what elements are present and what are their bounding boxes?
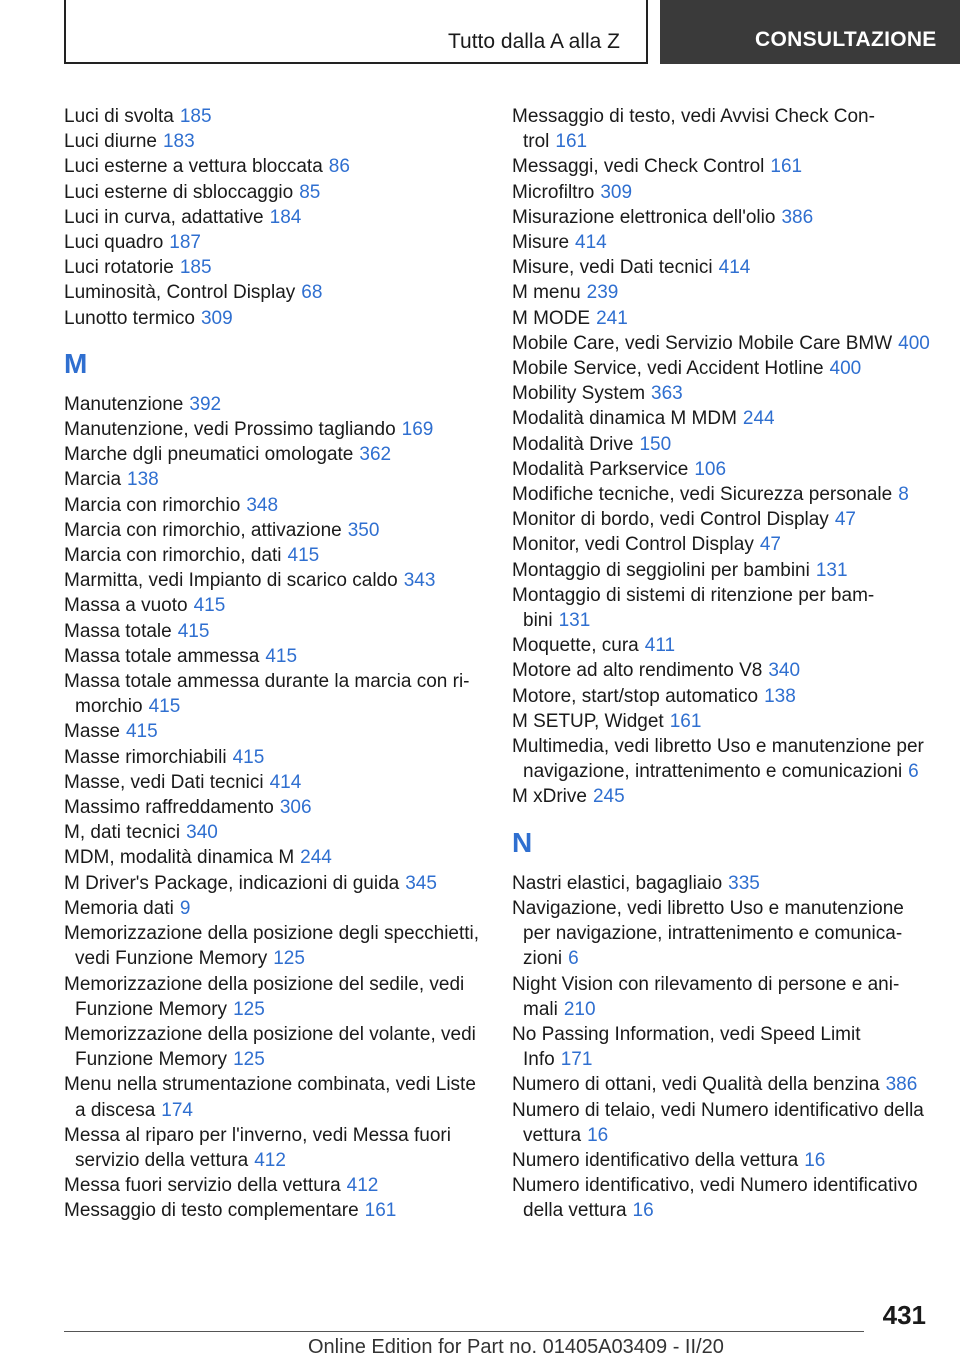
index-entry <box>512 633 932 658</box>
index-entry-term: Memorizzazione della posizione del sedile, vedi Funzione Memory <box>64 973 465 1020</box>
page-number: 431 <box>882 1300 926 1330</box>
index-column-right <box>512 104 932 1224</box>
index-entry <box>64 392 484 417</box>
index-entry-term: Marcia con rimorchio, dati <box>64 545 282 567</box>
index-entry-term: Navigazione, vedi libretto Uso e manutenzione per navigazione, intrattenimento e comunicazioni <box>512 897 904 970</box>
footer-divider <box>64 1331 864 1332</box>
index-page-link[interactable]: 185 <box>179 106 212 127</box>
index-entry <box>64 795 484 820</box>
index-entry-term: Misure, vedi Dati tecnici <box>512 257 713 279</box>
index-entry <box>64 467 484 492</box>
index-entry <box>64 1173 484 1198</box>
index-entry <box>512 658 932 683</box>
header-section-title: Tutto dalla A alla Z <box>448 30 620 53</box>
index-page-link[interactable]: 415 <box>193 595 226 617</box>
index-entry-term: Mobile Service, vedi Accident Hotline <box>512 358 824 380</box>
index-page-link[interactable]: 9 <box>179 897 191 919</box>
index-page-link[interactable]: 183 <box>162 131 195 153</box>
index-entry <box>512 896 932 972</box>
index-page-link[interactable]: 138 <box>127 469 159 491</box>
index-page-link[interactable]: 362 <box>359 444 392 466</box>
index-letter-heading: N <box>512 826 533 858</box>
index-page-link[interactable]: 340 <box>186 822 218 844</box>
index-entry-term: M Driver's Package, indicazioni di guida <box>64 872 400 894</box>
index-page-link[interactable]: 161 <box>770 156 803 178</box>
index-entry <box>64 820 484 845</box>
index-entry <box>512 709 932 734</box>
index-page-link[interactable]: 150 <box>639 433 672 455</box>
index-entry-term: Numero di telaio, vedi Numero identificativo della vettura <box>512 1099 924 1146</box>
index-entry <box>64 593 484 618</box>
index-entry-term: Montaggio di sistemi di ritenzione per bambini <box>512 584 875 632</box>
index-entry-term: Massa totale ammessa durante la marcia con rimorchio <box>64 671 470 718</box>
index-page-link[interactable]: 174 <box>161 1099 193 1121</box>
index-entry <box>512 104 932 154</box>
index-page-link[interactable]: 415 <box>232 746 265 768</box>
index-entry-term: Misure <box>512 232 570 254</box>
index-entry-term: Luci esterne a vettura bloccata <box>64 156 323 178</box>
index-entry-term: Massimo raffreddamento <box>64 797 274 819</box>
index-page-link[interactable]: 138 <box>764 685 796 707</box>
index-entry <box>64 896 484 921</box>
index-page-link[interactable]: 335 <box>728 872 760 894</box>
index-page-link[interactable]: 16 <box>587 1124 609 1146</box>
index-page-link[interactable]: 309 <box>600 181 633 203</box>
index-entry <box>512 205 932 230</box>
index-page-link[interactable]: 415 <box>177 620 210 642</box>
index-entry <box>64 154 484 179</box>
index-page-link[interactable]: 343 <box>403 570 436 592</box>
index-entry <box>512 180 932 205</box>
index-entry <box>64 1022 484 1072</box>
index-entry <box>512 230 932 255</box>
index-entry <box>512 1072 932 1097</box>
index-entry-term: Marcia con rimorchio <box>64 494 241 516</box>
index-entry <box>64 845 484 870</box>
index-entry-term: Marcia <box>64 469 122 491</box>
index-entry-term: Masse rimorchiabili <box>64 746 227 768</box>
index-letter-heading: M <box>64 347 88 379</box>
index-page-link[interactable]: 131 <box>558 610 591 632</box>
index-entry <box>64 180 484 205</box>
index-page-link[interactable]: 241 <box>596 307 628 329</box>
index-page-link[interactable]: 8 <box>898 484 909 506</box>
index-entry-term: Multimedia, vedi libretto Uso e manutenzione per navigazione, intrattenimento e comunicazioni <box>512 736 924 783</box>
index-entry-term: Motore ad alto rendimento V8 <box>512 660 763 682</box>
index-entry <box>64 493 484 518</box>
index-entry-term: Messa fuori servizio della vettura <box>64 1175 341 1197</box>
index-entry-term: Luci esterne di sbloccaggio <box>64 181 294 203</box>
index-entry-term: Modalità dinamica M MDM <box>512 408 737 430</box>
header-section-box <box>64 0 648 64</box>
index-page-link[interactable]: 47 <box>834 509 856 531</box>
index-page-link[interactable]: 412 <box>254 1149 286 1171</box>
index-entry-term: Modalità Drive <box>512 433 634 455</box>
index-page-link[interactable]: 210 <box>563 998 596 1020</box>
index-entry <box>64 306 484 331</box>
index-page-link[interactable]: 414 <box>269 771 302 793</box>
index-page-link[interactable]: 415 <box>125 721 158 743</box>
index-entry <box>64 230 484 255</box>
index-entry <box>64 518 484 543</box>
index-entry <box>64 1072 484 1122</box>
index-page-link[interactable]: 185 <box>179 257 212 279</box>
index-page-link[interactable]: 187 <box>169 232 201 254</box>
header-chapter-tab: CONSULTAZIONE <box>660 0 960 64</box>
index-page-link[interactable]: 85 <box>299 181 321 203</box>
index-entry-term: Numero identificativo della vettura <box>512 1149 799 1171</box>
index-page-link[interactable]: 340 <box>768 660 801 682</box>
index-entry-term: Luci diurne <box>64 131 157 153</box>
index-entry-term: Memorizzazione della posizione del volante, vedi Funzione Memory <box>64 1023 476 1071</box>
index-page-link[interactable]: 245 <box>592 786 625 808</box>
index-entry <box>64 280 484 305</box>
index-entry-term: M MODE <box>512 307 591 329</box>
index-page-link[interactable]: 6 <box>568 948 579 970</box>
index-entry-term: Monitor di bordo, vedi Control Display <box>512 509 829 531</box>
index-entry-term: Modalità Parkservice <box>512 458 689 480</box>
index-entry <box>512 1098 932 1148</box>
index-entry <box>512 154 932 179</box>
index-entry-term: Motore, start/stop automatico <box>512 685 759 707</box>
index-entry-term: Massa totale <box>64 620 172 642</box>
index-entry <box>64 871 484 896</box>
index-entry-term: Misurazione elettronica dell'olio <box>512 206 776 228</box>
index-entry <box>64 619 484 644</box>
index-entry-term: Monitor, vedi Control Display <box>512 534 754 556</box>
index-entry <box>64 543 484 568</box>
index-entry <box>64 745 484 770</box>
index-page-link[interactable]: 345 <box>405 872 437 894</box>
index-page-link[interactable]: 414 <box>718 257 751 279</box>
index-entry <box>64 669 484 719</box>
index-entry <box>512 1173 932 1223</box>
index-page-link[interactable]: 386 <box>885 1074 918 1096</box>
index-page-link[interactable]: 244 <box>742 408 775 430</box>
index-entry-term: Mobile Care, vedi Servizio Mobile Care BMW <box>512 332 893 354</box>
index-entry-term: Nastri elastici, bagagliaio <box>512 872 723 894</box>
index-entry <box>512 406 932 431</box>
index-entry <box>64 921 484 971</box>
index-entry-term: Night Vision con rilevamento di persone e animali <box>512 973 900 1020</box>
index-entry-term: Masse, vedi Dati tecnici <box>64 771 264 793</box>
index-entry <box>512 734 932 784</box>
index-page-link[interactable]: 106 <box>694 458 727 480</box>
index-entry-term: Luci di svolta <box>64 106 174 127</box>
index-entry-term: M xDrive <box>512 786 587 808</box>
index-page-link[interactable]: 161 <box>364 1200 397 1222</box>
index-entry <box>512 871 932 896</box>
index-entry-term: Mobility System <box>512 383 646 405</box>
index-page-link[interactable]: 68 <box>301 282 323 304</box>
index-entry-term: Manutenzione <box>64 393 184 415</box>
index-page-link[interactable]: 350 <box>347 519 380 541</box>
index-entry-term: MDM, modalità dinamica M <box>64 847 295 869</box>
index-page-link[interactable]: 125 <box>233 998 265 1020</box>
index-entry <box>64 417 484 442</box>
index-page-link[interactable]: 414 <box>575 232 607 254</box>
index-entry <box>64 104 484 129</box>
index-page-link[interactable]: 309 <box>200 307 233 329</box>
index-entry-term: Luci in curva, adattative <box>64 206 264 228</box>
index-entry <box>512 784 932 809</box>
index-entry-term: Massa totale ammessa <box>64 645 260 667</box>
index-entry <box>512 432 932 457</box>
index-entry-term: M, dati tecnici <box>64 822 181 844</box>
index-page-link[interactable]: 16 <box>804 1149 826 1171</box>
index-page-link[interactable]: 16 <box>632 1200 654 1222</box>
index-entry <box>512 457 932 482</box>
index-entry-term: Marche dgli pneumatici omologate <box>64 444 354 466</box>
index-entry <box>512 255 932 280</box>
index-page-link[interactable]: 171 <box>560 1049 593 1071</box>
index-page-link[interactable]: 169 <box>401 419 434 441</box>
index-entry <box>64 972 484 1022</box>
index-entry-term: Marmitta, vedi Impianto di scarico caldo <box>64 570 398 592</box>
index-page-link[interactable]: 244 <box>300 847 332 869</box>
index-entry <box>512 684 932 709</box>
footer-edition: Online Edition for Part no. 01405A03409 - II/20 <box>308 1336 724 1358</box>
index-entry-term: Massa a vuoto <box>64 595 188 617</box>
index-entry-term: Menu nella strumentazione combinata, vedi Liste a discesa <box>64 1074 476 1121</box>
index-page-link[interactable]: 400 <box>898 332 930 354</box>
index-entry-term: Luci rotatorie <box>64 257 174 279</box>
index-entry-term: Modifiche tecniche, vedi Sicurezza personale <box>512 484 893 506</box>
index-entry <box>512 972 932 1022</box>
index-entry-term: Montaggio di seggiolini per bambini <box>512 559 810 581</box>
index-entry <box>512 1148 932 1173</box>
index-entry <box>64 255 484 280</box>
index-entry-term: Memorizzazione della posizione degli specchietti, vedi Funzione Memory <box>64 923 480 970</box>
index-entry <box>512 331 932 356</box>
index-entry <box>512 507 932 532</box>
index-entry <box>64 205 484 230</box>
index-page-link[interactable]: 131 <box>815 559 848 581</box>
index-entry-term: M menu <box>512 282 581 304</box>
index-entry-term: Masse <box>64 721 120 743</box>
index-entry <box>64 644 484 669</box>
index-entry-term: Microfiltro <box>512 181 595 203</box>
index-page-link[interactable]: 363 <box>651 383 683 405</box>
index-entry <box>512 558 932 583</box>
index-entry-term: Luminosità, Control Display <box>64 282 296 304</box>
index-entry-term: Lunotto termico <box>64 307 195 329</box>
index-entry <box>64 719 484 744</box>
index-entry <box>512 356 932 381</box>
index-entry <box>64 442 484 467</box>
index-entry-term: Numero identificativo, vedi Numero identificativo della vettura <box>512 1175 918 1222</box>
index-entry <box>512 280 932 305</box>
index-page-link[interactable]: 239 <box>586 282 619 304</box>
index-entry-term: Marcia con rimorchio, attivazione <box>64 519 342 541</box>
index-entry <box>512 532 932 557</box>
index-page-link[interactable]: 412 <box>346 1175 379 1197</box>
index-page-link[interactable]: 415 <box>148 696 181 718</box>
index-entry <box>512 482 932 507</box>
index-page-link[interactable]: 47 <box>759 534 781 556</box>
index-entry <box>512 583 932 633</box>
index-entry-term: Messaggio di testo complementare <box>64 1200 359 1222</box>
index-page-link[interactable]: 386 <box>781 206 814 228</box>
index-entry <box>64 129 484 154</box>
index-page-link[interactable]: 184 <box>269 206 302 228</box>
index-entry <box>64 770 484 795</box>
index-entry <box>512 306 932 331</box>
index-page-link[interactable]: 125 <box>233 1049 265 1071</box>
index-page-link[interactable]: 392 <box>189 393 222 415</box>
index-page-link[interactable]: 161 <box>555 131 588 153</box>
index-entry-term: Messaggio di testo, vedi Avvisi Check Control <box>512 106 875 153</box>
index-page-link[interactable]: 161 <box>669 710 702 732</box>
index-page-link[interactable]: 400 <box>829 358 862 380</box>
index-entry-term: Numero di ottani, vedi Qualità della benzina <box>512 1074 880 1096</box>
index-page-link[interactable]: 411 <box>644 635 676 657</box>
index-entry-term: Memoria dati <box>64 897 174 919</box>
index-entry <box>512 381 932 406</box>
index-entry-term: Messaggi, vedi Check Control <box>512 156 765 178</box>
index-entry-term: Messa al riparo per l'inverno, vedi Messa fuori servizio della vettura <box>64 1124 451 1171</box>
index-page-link[interactable]: 6 <box>908 761 919 783</box>
index-page-link[interactable]: 86 <box>328 156 350 178</box>
index-entry <box>512 1022 932 1072</box>
index-page-link[interactable]: 415 <box>265 645 298 667</box>
index-entry-term: Manutenzione, vedi Prossimo tagliando <box>64 419 396 441</box>
index-entry-term: Moquette, cura <box>512 635 639 657</box>
index-entry <box>64 1198 484 1223</box>
index-page-link[interactable]: 125 <box>273 948 305 970</box>
index-entry <box>64 1123 484 1173</box>
index-entry-term: No Passing Information, vedi Speed Limit Info <box>512 1023 861 1071</box>
index-entry-term: M SETUP, Widget <box>512 710 664 732</box>
index-page-link[interactable]: 306 <box>279 797 312 819</box>
index-page-link[interactable]: 415 <box>287 545 320 567</box>
index-page-link[interactable]: 348 <box>246 494 279 516</box>
index-entry-term: Luci quadro <box>64 232 164 254</box>
index-column-left <box>64 104 484 1224</box>
index-entry <box>64 568 484 593</box>
